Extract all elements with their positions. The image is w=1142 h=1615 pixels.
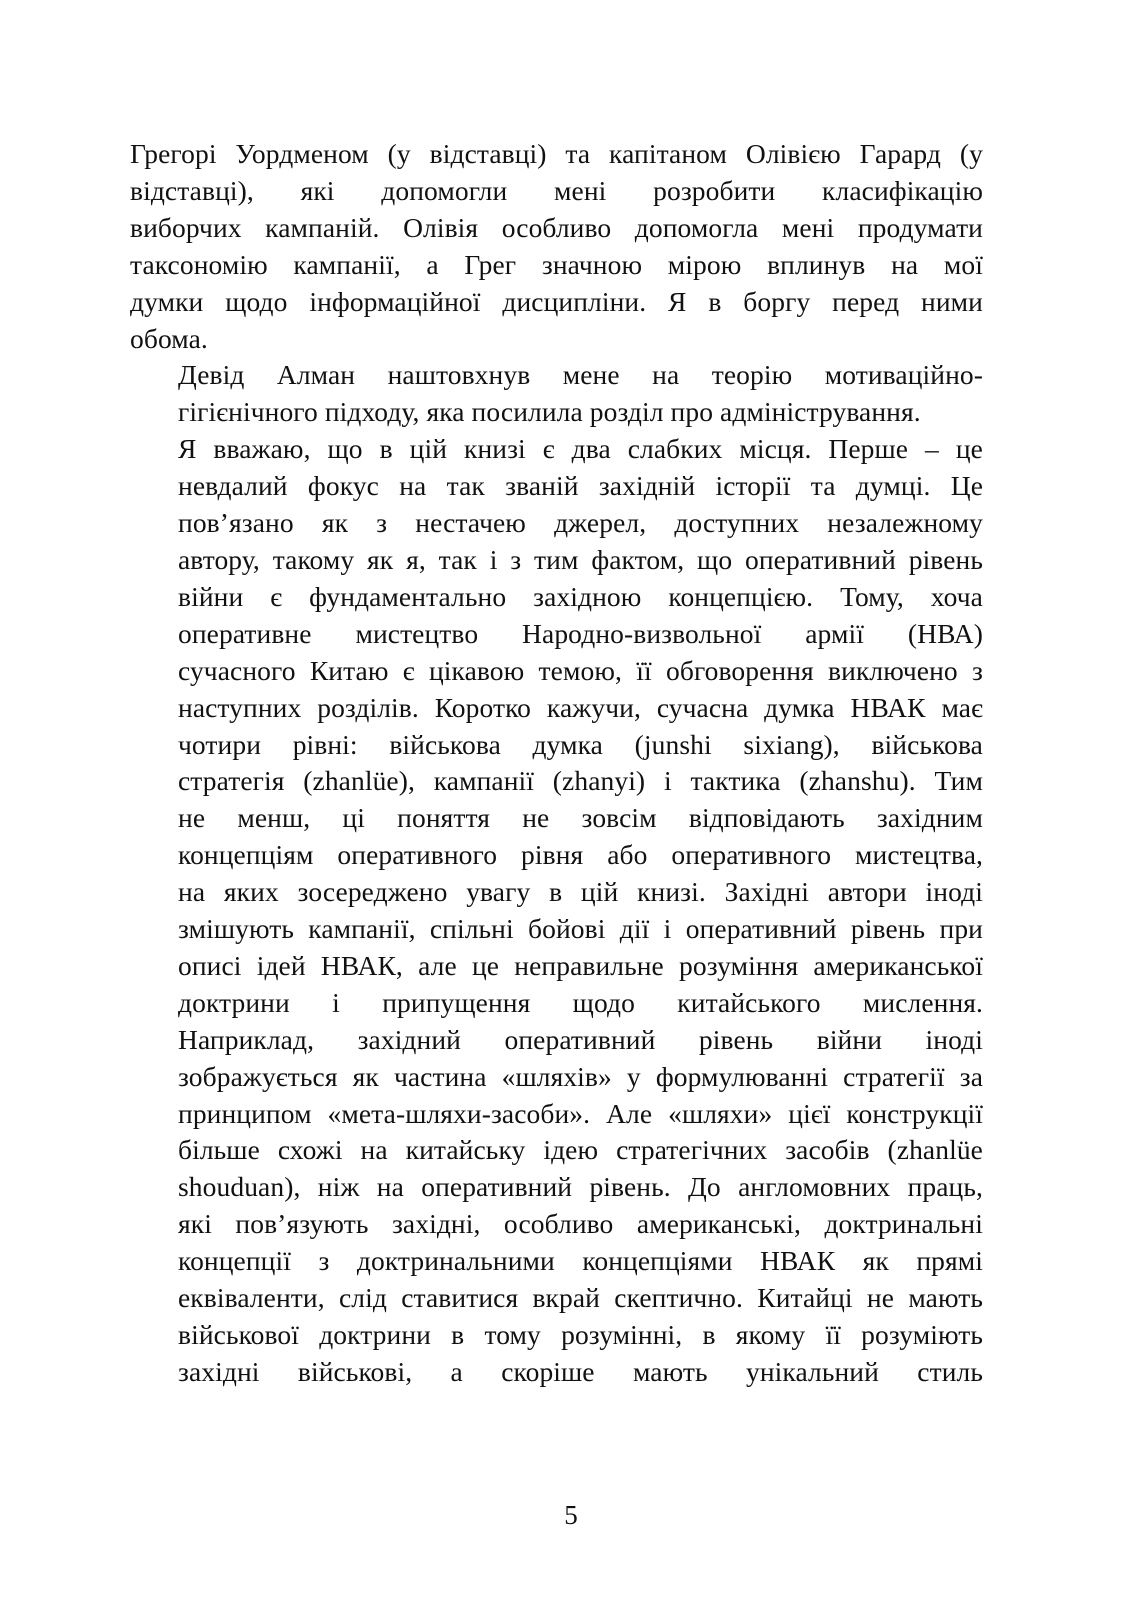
text-line: західні військові, а скоріше мають унікальний стиль: [178, 1355, 983, 1387]
text-line: стратегія (zhanlüe), кампанії (zhanyi) і тактика (zhanshu). Тим: [178, 765, 983, 797]
text-line: еквіваленти, слід ставитися вкрай скептично. Китайці не мають: [178, 1282, 983, 1314]
text-line: чотири рівні: військова думка (junshi sixiang), військова: [178, 728, 983, 760]
text-line: наступних розділів. Коротко кажучи, сучасна думка НВАК має: [178, 691, 983, 723]
paragraph: [130, 136, 983, 357]
paragraph: [130, 357, 983, 431]
text-line: більше схожі на китайську ідею стратегічних засобів (zhanlüe: [178, 1134, 983, 1166]
text-line: концепції з доктринальними концепціями НВАК як прямі: [178, 1245, 983, 1277]
text-line: shouduan), ніж на оперативний рівень. До англомовних праць,: [178, 1171, 983, 1203]
text-line: військової доктрини в тому розумінні, в якому її розуміють: [178, 1319, 983, 1350]
paragraph: [130, 431, 983, 1391]
text-line: на яких зосереджено увагу в цій книзі. Західні автори іноді: [178, 876, 983, 908]
text-line: невдалий фокус на так званій західній історії та думці. Це: [178, 470, 983, 502]
text-line: змішують кампанії, спільні бойові дії і оперативний рівень при: [178, 913, 983, 945]
text-line: думки щодо інформаційної дисципліни. Я в боргу перед ними: [130, 285, 983, 317]
text-line: гігієнічного підходу, яка посилила розділ про адміністрування.: [178, 396, 921, 428]
text-line: Девід Алман наштовхнув мене на теорію мотиваційно-: [178, 359, 983, 391]
text-line: доктрини і припущення щодо китайського мислення.: [178, 986, 983, 1018]
text-line: оперативне мистецтво Народно-визвольної армії (НВА): [178, 617, 983, 649]
text-line: Грегорі Уордменом (у відставці) та капітаном Олівією Гарард (у: [130, 138, 983, 169]
text-line: виборчих кампаній. Олівія особливо допомогла мені продумати: [130, 211, 983, 243]
text-line: які пов’язують західні, особливо американські, доктринальні: [178, 1208, 983, 1240]
text-line: обома.: [130, 322, 208, 354]
text-line: принципом «мета-шляхи-засоби». Але «шляхи» цієї конструкції: [178, 1097, 983, 1129]
body-text: [130, 136, 983, 1391]
text-line: війни є фундаментально західною концепцією. Тому, хоча: [178, 580, 983, 612]
text-line: зображується як частина «шляхів» у формулюванні стратегії за: [178, 1060, 983, 1092]
text-line: автору, такому як я, так і з тим фактом, що оперативний рівень: [178, 543, 983, 575]
text-line: Наприклад, західний оперативний рівень війни іноді: [178, 1023, 983, 1055]
text-line: концепціям оперативного рівня або оперативного мистецтва,: [178, 839, 983, 871]
text-line: відставці), які допомогли мені розробити класифікацію: [130, 174, 983, 206]
text-line: таксономію кампанії, а Грег значною мірою вплинув на мої: [130, 248, 983, 280]
text-line: описі ідей НВАК, але це неправильне розуміння американської: [178, 949, 983, 981]
text-line: Я вважаю, що в цій книзі є два слабких місця. Перше – це: [178, 433, 983, 465]
text-line: сучасного Китаю є цікавою темою, її обговорення виключено з: [178, 654, 983, 686]
page-number: 5: [564, 1500, 578, 1530]
text-line: пов’язано як з нестачею джерел, доступних незалежному: [178, 507, 983, 539]
text-line: не менш, ці поняття не зовсім відповідають західним: [178, 802, 983, 834]
